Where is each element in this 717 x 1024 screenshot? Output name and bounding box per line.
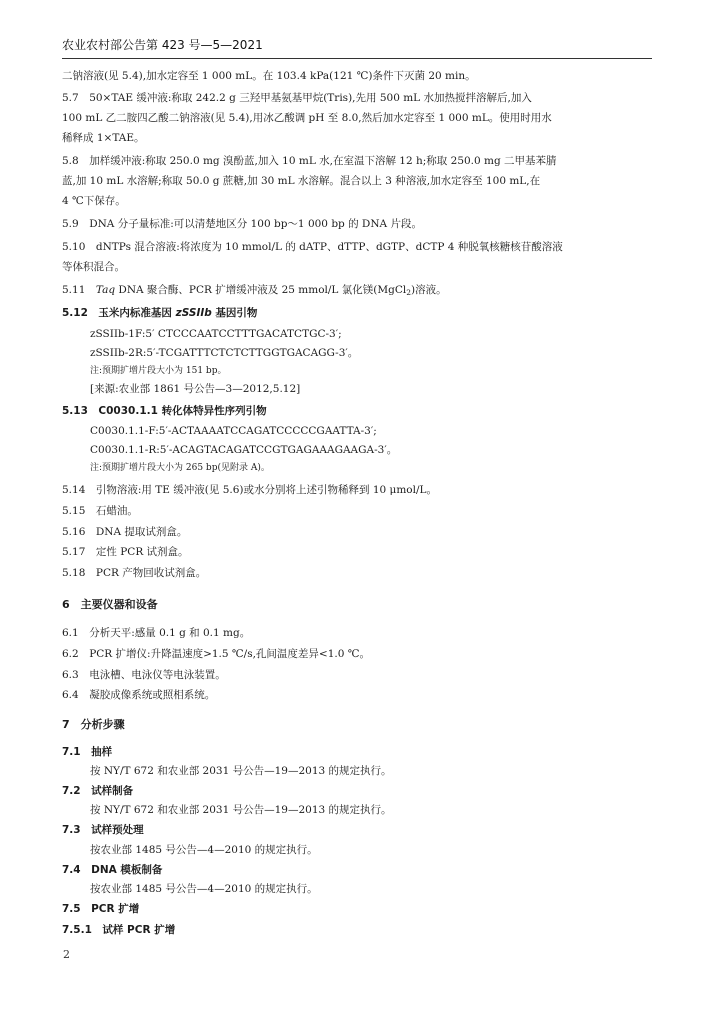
subsection-heading: 7.5 PCR 扩增 <box>62 903 140 915</box>
primer-reverse: zSSIIb-2R:5′-TCGATTTCTCTCTTGGTGACAGG-3′。 <box>90 347 359 359</box>
list-item: 5.14 引物溶液:用 TE 缓冲液(见 5.6)或水分别将上述引物稀释到 10 μmol/L。 <box>62 484 437 496</box>
list-item: 6.2 PCR 扩增仪:升降温速度>1.5 ℃/s,孔间温度差异<1.0 ℃。 <box>62 648 371 660</box>
text-line: 100 mL 乙二胺四乙酸二钠溶液(见 5.4),用冰乙酸调 pH 至 8.0,然后加水定容至 1 000 mL。使用时用水 <box>62 112 552 124</box>
list-item: 5.15 石蜡油。 <box>62 505 138 517</box>
heading-text: C0030.1.1 转化体特异性序列引物 <box>98 405 267 417</box>
list-item: 5.16 DNA 提取试剂盒。 <box>62 526 188 538</box>
primer-reverse: C0030.1.1-R:5′-ACAGTACAGATCCGTGAGAAAGAAGA-3′。 <box>90 444 398 456</box>
list-item: 6.1 分析天平:感量 0.1 g 和 0.1 mg。 <box>62 627 251 639</box>
list-item: 5.17 定性 PCR 试剂盒。 <box>62 546 189 558</box>
note: 注:预期扩增片段大小为 265 bp(见附录 A)。 <box>90 463 270 473</box>
section-6-heading: 6 主要仪器和设备 <box>62 598 158 611</box>
text-line: 5.7 50×TAE 缓冲液:称取 242.2 g 三羟甲基氨基甲烷(Tris),先用 500 mL 水加热搅拌溶解后,加入 <box>62 92 532 104</box>
gene-name: zSSIIb <box>175 307 212 319</box>
section-number: 5.11 <box>62 284 86 296</box>
section-text-end: )溶液。 <box>411 284 447 296</box>
paragraph: 按农业部 1485 号公告—4—2010 的规定执行。 <box>90 844 318 856</box>
taq-italic: Taq <box>95 284 116 296</box>
heading-text: 基因引物 <box>211 307 258 319</box>
section-7-heading: 7 分析步骤 <box>62 718 125 731</box>
primer-forward: zSSIIb-1F:5′ CTCCCAATCCTTTGACATCTGC-3′; <box>90 328 342 340</box>
text-line: 5.10 dNTPs 混合溶液:将浓度为 10 mmol/L 的 dATP、dTTP、dGTP、dCTP 4 种脱氧核糖核苷酸溶液 <box>62 241 563 253</box>
subsection-heading: 7.2 试样制备 <box>62 785 134 797</box>
text-line: 等体积混合。 <box>62 261 125 273</box>
list-item: 5.18 PCR 产物回收试剂盒。 <box>62 567 207 579</box>
subsection-heading: 7.4 DNA 模板制备 <box>62 864 163 876</box>
section-number: 5.13 <box>62 405 88 417</box>
heading-text: 玉米内标准基因 <box>98 307 176 319</box>
section-5-11 <box>62 284 447 297</box>
list-item: 6.4 凝胶成像系统或照相系统。 <box>62 689 216 701</box>
source-citation: [来源:农业部 1861 号公告—3—2012,5.12] <box>90 383 301 395</box>
text-line: 4 ℃下保存。 <box>62 195 126 207</box>
text-line: 5.8 加样缓冲液:称取 250.0 mg 溴酚蓝,加入 10 mL 水,在室温下溶解 12 h;称取 250.0 mg 二甲基苯腈 <box>62 155 557 167</box>
paragraph: 按农业部 1485 号公告—4—2010 的规定执行。 <box>90 883 318 895</box>
text-line: 蓝,加 10 mL 水溶解;称取 50.0 g 蔗糖,加 30 mL 水溶解。混合以上 3 种溶液,加水定容至 100 mL,在 <box>62 175 541 187</box>
text-line: 5.9 DNA 分子量标准:可以清楚地区分 100 bp～1 000 bp 的 DNA 片段。 <box>62 218 422 230</box>
note: 注:预期扩增片段大小为 151 bp。 <box>90 366 227 376</box>
paragraph: 按 NY/T 672 和农业部 2031 号公告—19—2013 的规定执行。 <box>90 765 392 777</box>
section-5-12-heading <box>62 307 257 320</box>
page-number: 2 <box>63 948 70 961</box>
list-item: 6.3 电泳槽、电泳仪等电泳装置。 <box>62 669 226 681</box>
header-rule <box>62 58 652 59</box>
section-number: 5.12 <box>62 307 88 319</box>
text-line: 二钠溶液(见 5.4),加水定容至 1 000 mL。在 103.4 kPa(121 ℃)条件下灭菌 20 min。 <box>62 70 476 82</box>
section-text: DNA 聚合酶、PCR 扩增缓冲液及 25 mmol/L 氯化镁(MgCl <box>115 284 407 296</box>
subsection-heading: 7.3 试样预处理 <box>62 824 144 836</box>
paragraph: 按 NY/T 672 和农业部 2031 号公告—19—2013 的规定执行。 <box>90 804 392 816</box>
page-header: 农业农村部公告第 423 号—5—2021 <box>62 38 263 52</box>
text-line: 稀释成 1×TAE。 <box>62 132 145 144</box>
subscript: 2 <box>406 288 411 297</box>
subsection-heading: 7.1 抽样 <box>62 746 113 758</box>
primer-forward: C0030.1.1-F:5′-ACTAAAATCCAGATCCCCCGAATTA-3′; <box>90 425 377 437</box>
subsection-heading: 7.5.1 试样 PCR 扩增 <box>62 924 176 936</box>
section-5-13-heading <box>62 405 267 418</box>
